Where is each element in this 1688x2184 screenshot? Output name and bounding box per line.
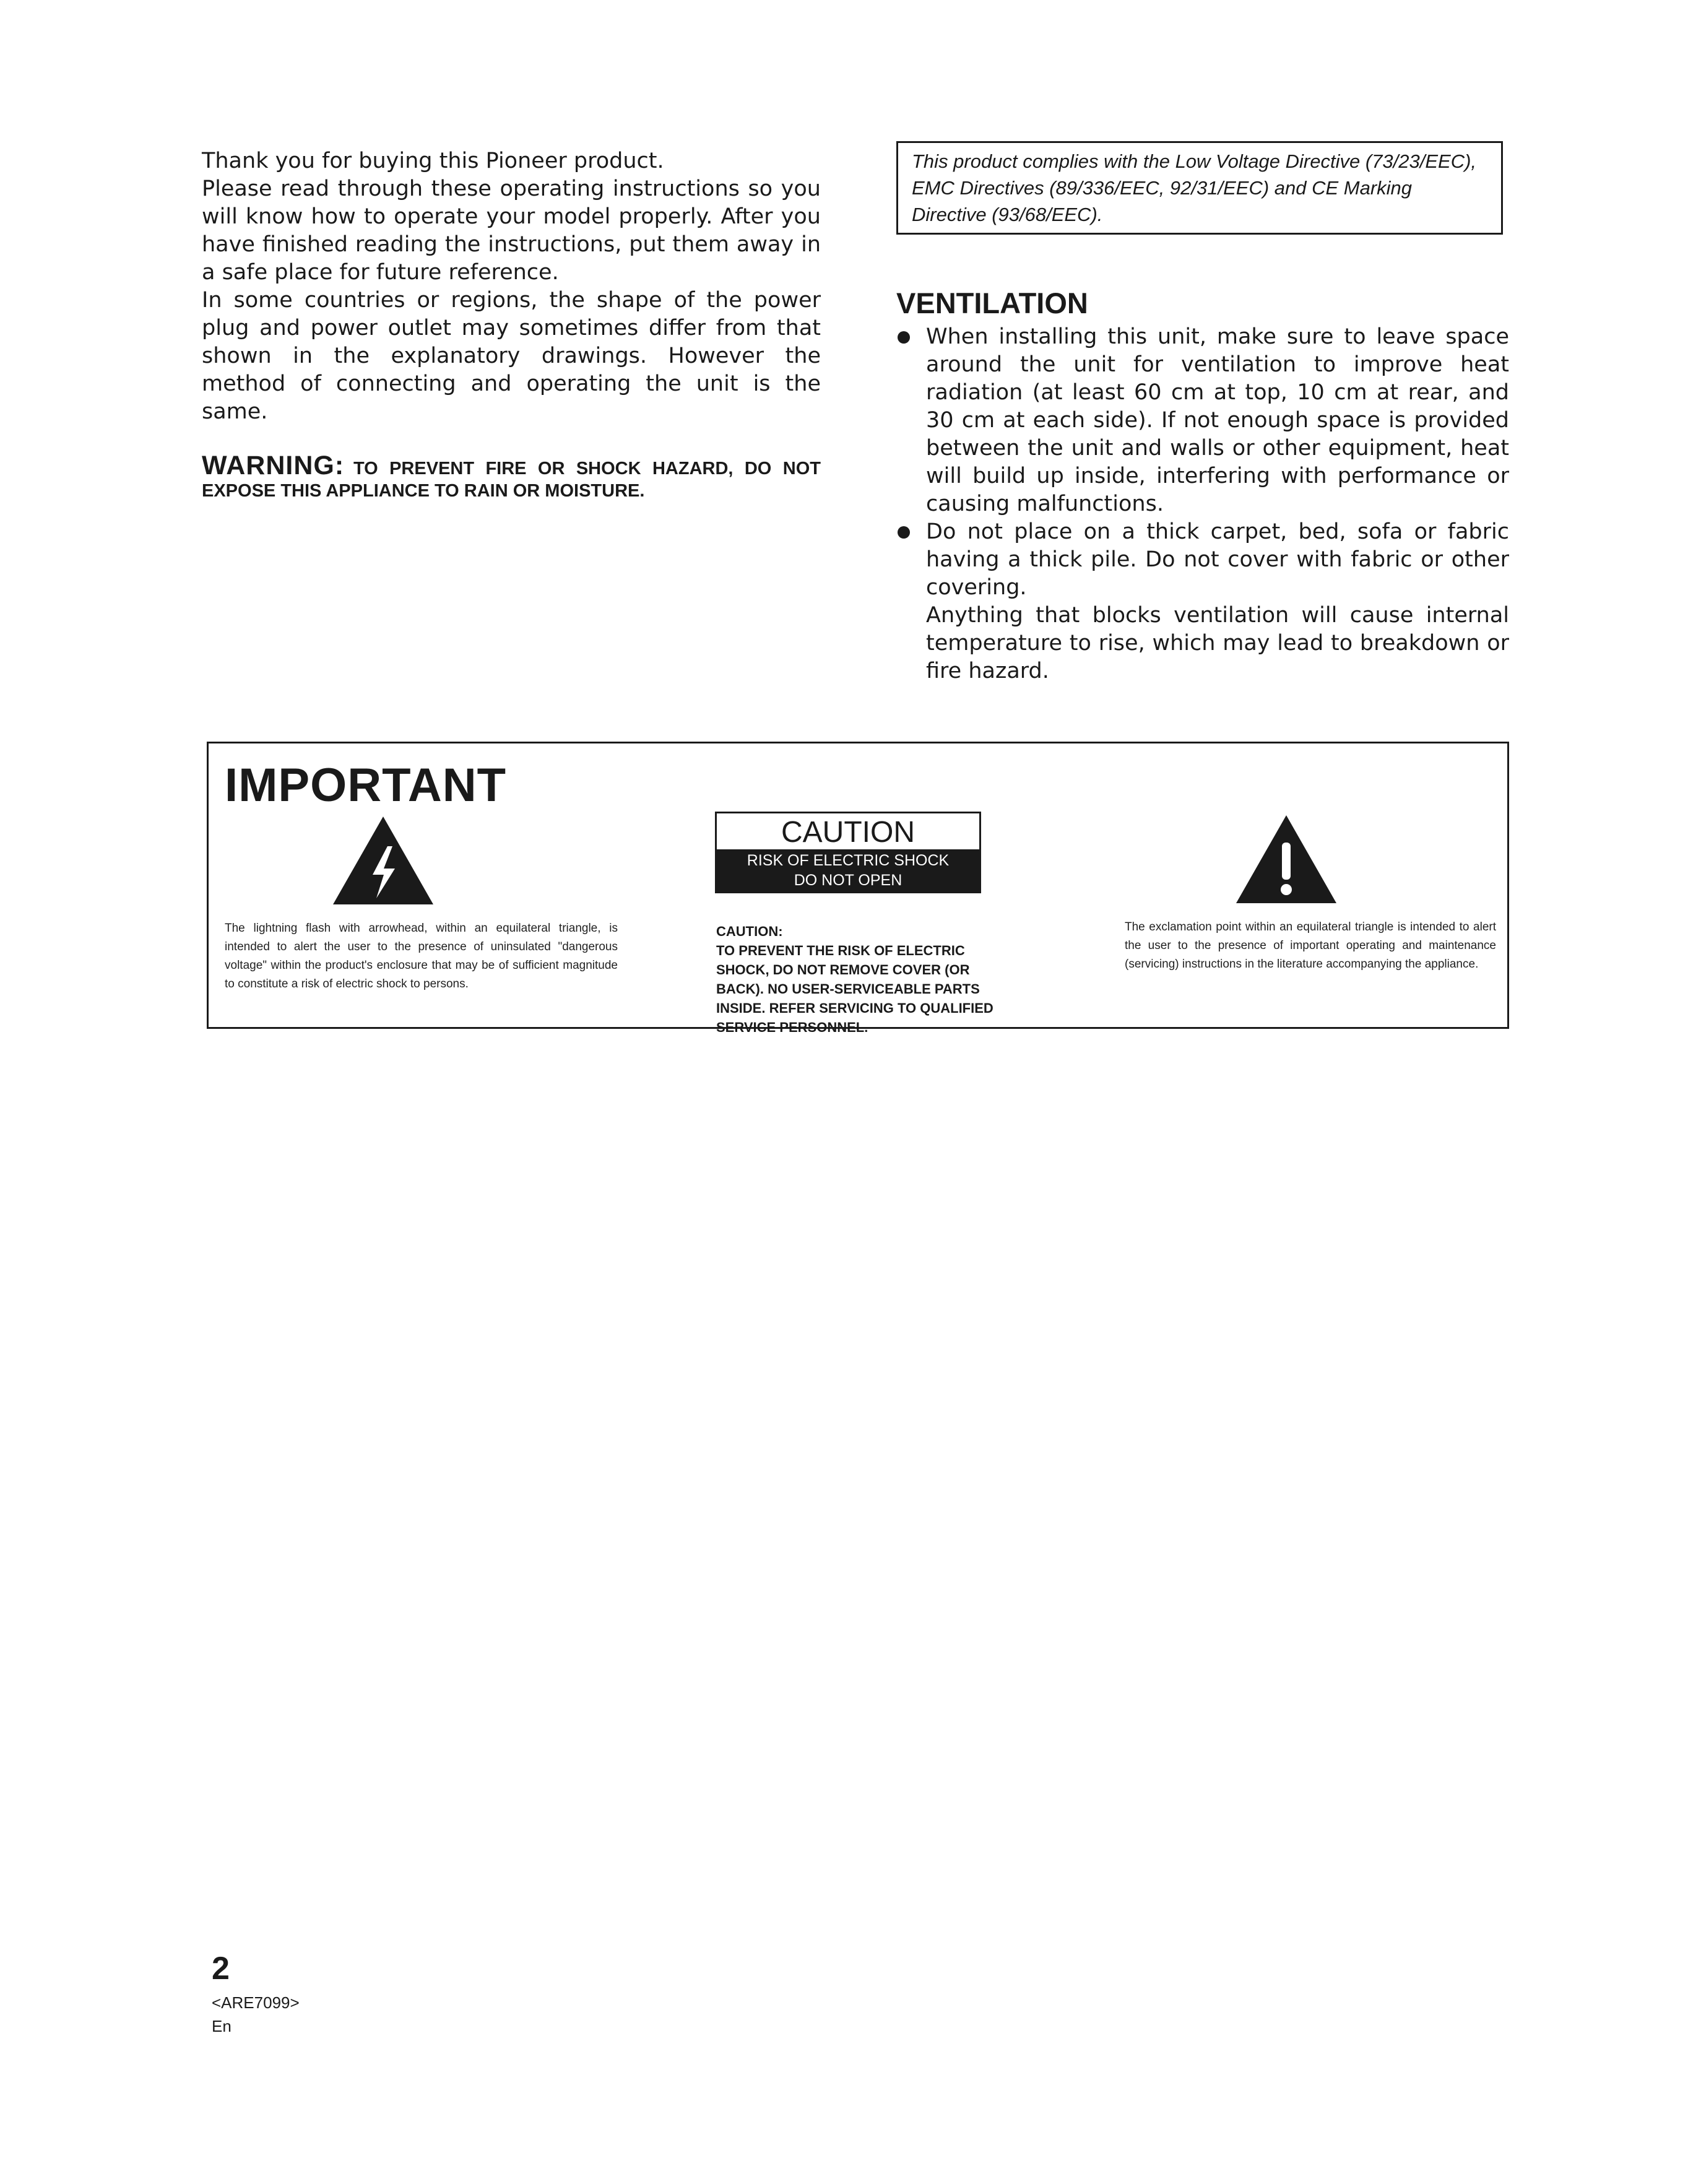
caution-sign-title: CAUTION bbox=[781, 816, 915, 849]
warning-notice bbox=[202, 451, 821, 501]
exclamation-description: The exclamation point within an equilateral triangle is intended to alert the user to the presence of important operating and maintenance (servicing) instructions in the literature accompanying the appliance. bbox=[1125, 921, 1496, 971]
page-number: 2 bbox=[212, 1951, 230, 1987]
directive-box bbox=[896, 141, 1503, 235]
ventilation-paragraph: Do not place on a thick carpet, bed, sofa or fabric having a thick pile. Do not cover with fabric or other covering. bbox=[926, 519, 1509, 600]
caution-sign-band bbox=[717, 849, 979, 891]
intro-text bbox=[202, 147, 821, 426]
warning-text: TO PREVENT FIRE OR SHOCK HAZARD, DO NOT EXPOSE THIS APPLIANCE TO RAIN OR MOISTURE. bbox=[202, 459, 821, 501]
bullet-icon bbox=[898, 331, 910, 344]
intro-paragraph: Thank you for buying this Pioneer product. bbox=[202, 149, 664, 173]
ventilation-paragraph: Anything that blocks ventilation will cause internal temperature to rise, which may lead to breakdown or fire hazard. bbox=[926, 603, 1509, 683]
caution-sign bbox=[715, 812, 981, 893]
document-code: <ARE7099> bbox=[212, 1993, 300, 2012]
lightning-description: The lightning flash with arrowhead, within an equilateral triangle, is intended to alert the user to the presence of uninsulated "dangerous voltage" within the product's enclosure that may be of sufficient magnitude to constitute a risk of electric shock to persons. bbox=[225, 922, 618, 990]
language-code: En bbox=[212, 2017, 232, 2035]
ventilation-item bbox=[896, 323, 1509, 518]
caution-sign-line: DO NOT OPEN bbox=[794, 872, 902, 889]
bullet-icon bbox=[898, 526, 910, 539]
ventilation-item bbox=[896, 518, 1509, 685]
caution-text: TO PREVENT THE RISK OF ELECTRIC SHOCK, DO NOT REMOVE COVER (OR BACK). NO USER-SERVICEABLE PARTS INSIDE. REFER SERVICING TO QUALIFIED SERVICE PERSONNEL. bbox=[716, 943, 993, 1035]
ventilation-section bbox=[896, 286, 1509, 685]
ventilation-title: VENTILATION bbox=[896, 287, 1088, 319]
caution-head: CAUTION: bbox=[716, 924, 783, 939]
important-box bbox=[207, 742, 1509, 1035]
caution-sign-line: RISK OF ELECTRIC SHOCK bbox=[747, 852, 950, 869]
exclamation-triangle-icon bbox=[1234, 813, 1339, 906]
ventilation-paragraph: When installing this unit, make sure to leave space around the unit for ventilation to improve heat radiation (at least 60 cm at top, 10 cm at rear, and 30 cm at each side). If not enough space is provided between the unit and walls or other equipment, heat will build up inside, interfering with performance or causing malfunctions. bbox=[926, 324, 1509, 516]
warning-lead: WARNING: bbox=[202, 451, 345, 480]
intro-paragraph: Please read through these operating instructions so you will know how to operate your model properly. After you have finished reading the instructions, put them away in a safe place for future reference. bbox=[202, 176, 821, 285]
caution-statement bbox=[716, 922, 995, 1037]
lightning-triangle-icon bbox=[331, 814, 436, 907]
directive-text: This product complies with the Low Voltage Directive (73/23/EEC), EMC Directives (89/336/EEC, 92/31/EEC) and CE Marking Directive (93/68/EEC). bbox=[912, 150, 1477, 225]
important-title: IMPORTANT bbox=[225, 759, 507, 812]
intro-paragraph: In some countries or regions, the shape of the power plug and power outlet may sometimes differ from that shown in the explanatory drawings. However the method of connecting and operating the unit is the same. bbox=[202, 288, 821, 424]
